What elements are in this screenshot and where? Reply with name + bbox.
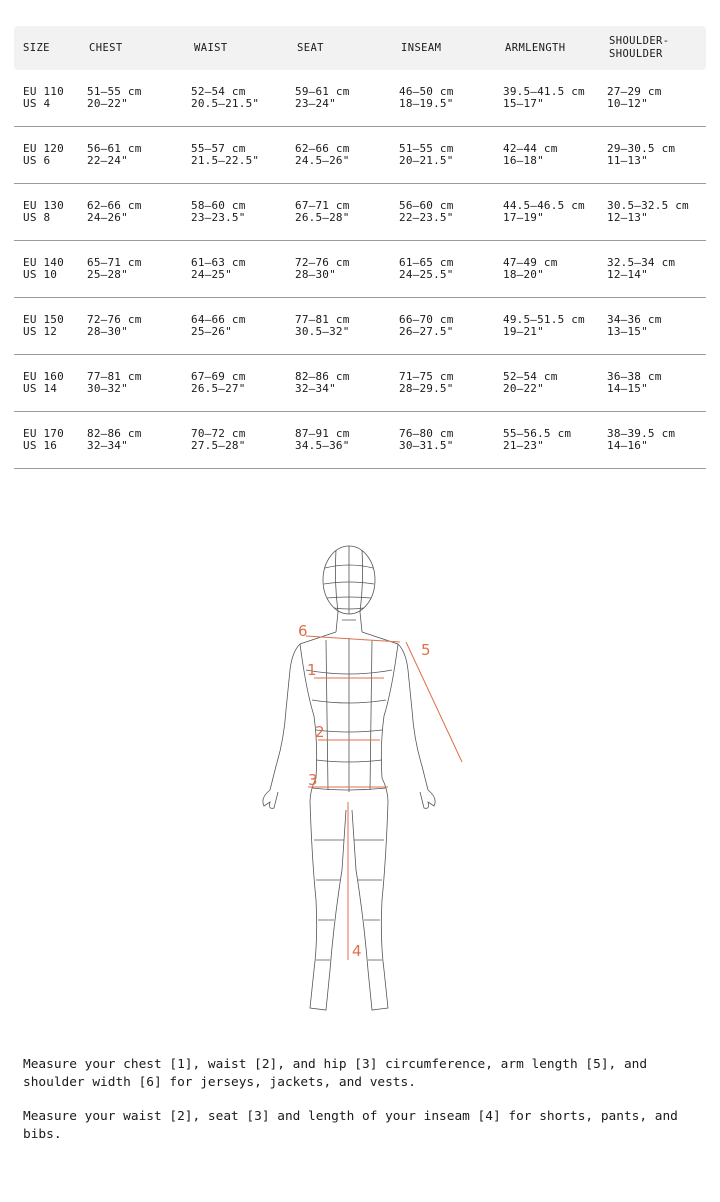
cell-chest: 20–22" <box>87 97 128 110</box>
mannequin-wireframe <box>263 546 435 1010</box>
cell-size: US 16 <box>23 439 58 452</box>
cell-inseam: 61–65 cm <box>399 256 454 269</box>
measurement-instructions <box>23 1056 703 1160</box>
cell-arm: 42–44 cm <box>503 142 558 155</box>
cell-inseam: 18–19.5" <box>399 97 454 110</box>
table-row <box>14 412 706 469</box>
cell-size: EU 120 <box>23 142 64 155</box>
cell-arm: 39.5–41.5 cm <box>503 85 585 98</box>
size-chart-table <box>14 26 706 469</box>
cell-inseam: 51–55 cm <box>399 142 454 155</box>
cell-size: US 4 <box>23 97 51 110</box>
header-seat: SEAT <box>297 42 324 54</box>
cell-waist: 20.5–21.5" <box>191 97 260 110</box>
table-row <box>14 70 706 127</box>
cell-arm: 17–19" <box>503 211 544 224</box>
cell-inseam: 26–27.5" <box>399 325 454 338</box>
cell-chest: 30–32" <box>87 382 128 395</box>
cell-shoulder: 30.5–32.5 cm <box>607 199 689 212</box>
cell-shoulder: 12–14" <box>607 268 648 281</box>
cell-arm: 18–20" <box>503 268 544 281</box>
cell-shoulder: 34–36 cm <box>607 313 662 326</box>
cell-shoulder: 36–38 cm <box>607 370 662 383</box>
marker-chest: 1 <box>307 661 317 679</box>
cell-arm: 44.5–46.5 cm <box>503 199 585 212</box>
marker-waist: 2 <box>315 723 325 741</box>
cell-seat: 72–76 cm <box>295 256 350 269</box>
cell-arm: 47–49 cm <box>503 256 558 269</box>
table-body <box>14 70 706 469</box>
cell-waist: 61–63 cm <box>191 256 246 269</box>
cell-size: EU 140 <box>23 256 64 269</box>
cell-shoulder: 29–30.5 cm <box>607 142 676 155</box>
table-row <box>14 298 706 355</box>
cell-shoulder: 27–29 cm <box>607 85 662 98</box>
cell-waist: 27.5–28" <box>191 439 246 452</box>
cell-waist: 70–72 cm <box>191 427 246 440</box>
header-shoulder: SHOULDER- SHOULDER <box>609 35 670 60</box>
cell-shoulder: 38–39.5 cm <box>607 427 676 440</box>
cell-chest: 65–71 cm <box>87 256 142 269</box>
body-measurement-figure <box>230 540 490 1020</box>
cell-seat: 67–71 cm <box>295 199 350 212</box>
cell-inseam: 66–70 cm <box>399 313 454 326</box>
cell-chest: 32–34" <box>87 439 128 452</box>
cell-waist: 67–69 cm <box>191 370 246 383</box>
cell-shoulder: 13–15" <box>607 325 648 338</box>
cell-seat: 87–91 cm <box>295 427 350 440</box>
cell-waist: 26.5–27" <box>191 382 246 395</box>
cell-arm: 49.5–51.5 cm <box>503 313 585 326</box>
header-chest: CHEST <box>89 42 123 54</box>
cell-inseam: 24–25.5" <box>399 268 454 281</box>
cell-waist: 58–60 cm <box>191 199 246 212</box>
marker-inseam: 4 <box>352 942 362 960</box>
header-armlength: ARMLENGTH <box>505 42 566 54</box>
cell-waist: 24–25" <box>191 268 232 281</box>
header-inseam: INSEAM <box>401 42 442 54</box>
cell-inseam: 28–29.5" <box>399 382 454 395</box>
table-header <box>14 26 706 70</box>
cell-chest: 82–86 cm <box>87 427 142 440</box>
cell-chest: 22–24" <box>87 154 128 167</box>
instruction-tops: Measure your chest [1], waist [2], and hip [3] circumference, arm length [5], and shoulder width [6] for jerseys, jackets, and vests. <box>23 1057 648 1090</box>
mannequin-illustration <box>230 540 490 1020</box>
cell-chest: 77–81 cm <box>87 370 142 383</box>
cell-size: US 14 <box>23 382 58 395</box>
cell-shoulder: 10–12" <box>607 97 648 110</box>
cell-size: EU 110 <box>23 85 64 98</box>
measurement-lines <box>306 636 462 960</box>
cell-waist: 21.5–22.5" <box>191 154 260 167</box>
cell-size: EU 160 <box>23 370 64 383</box>
cell-chest: 24–26" <box>87 211 128 224</box>
cell-inseam: 46–50 cm <box>399 85 454 98</box>
cell-inseam: 20–21.5" <box>399 154 454 167</box>
cell-chest: 72–76 cm <box>87 313 142 326</box>
cell-waist: 55–57 cm <box>191 142 246 155</box>
cell-inseam: 22–23.5" <box>399 211 454 224</box>
cell-shoulder: 32.5–34 cm <box>607 256 676 269</box>
cell-arm: 20–22" <box>503 382 544 395</box>
cell-waist: 25–26" <box>191 325 232 338</box>
cell-chest: 56–61 cm <box>87 142 142 155</box>
cell-size: US 10 <box>23 268 58 281</box>
cell-waist: 64–66 cm <box>191 313 246 326</box>
cell-size: US 6 <box>23 154 51 167</box>
cell-arm: 52–54 cm <box>503 370 558 383</box>
header-size: SIZE <box>23 42 50 54</box>
measurement-markers <box>298 622 431 960</box>
marker-shoulder: 6 <box>298 622 308 640</box>
cell-arm: 16–18" <box>503 154 544 167</box>
cell-arm: 21–23" <box>503 439 544 452</box>
cell-seat: 30.5–32" <box>295 325 350 338</box>
cell-size: US 8 <box>23 211 51 224</box>
marker-hip: 3 <box>308 771 318 789</box>
table-row <box>14 355 706 412</box>
table-row <box>14 184 706 241</box>
cell-seat: 82–86 cm <box>295 370 350 383</box>
cell-shoulder: 14–16" <box>607 439 648 452</box>
instruction-bottoms: Measure your waist [2], seat [3] and length of your inseam [4] for shorts, pants, and bibs. <box>23 1109 678 1142</box>
cell-seat: 32–34" <box>295 382 336 395</box>
cell-inseam: 71–75 cm <box>399 370 454 383</box>
cell-chest: 51–55 cm <box>87 85 142 98</box>
cell-seat: 28–30" <box>295 268 336 281</box>
cell-inseam: 30–31.5" <box>399 439 454 452</box>
cell-size: EU 150 <box>23 313 64 326</box>
cell-shoulder: 11–13" <box>607 154 648 167</box>
cell-seat: 24.5–26" <box>295 154 350 167</box>
cell-chest: 28–30" <box>87 325 128 338</box>
cell-seat: 34.5–36" <box>295 439 350 452</box>
cell-inseam: 56–60 cm <box>399 199 454 212</box>
cell-arm: 15–17" <box>503 97 544 110</box>
cell-waist: 52–54 cm <box>191 85 246 98</box>
cell-seat: 23–24" <box>295 97 336 110</box>
cell-arm: 55–56.5 cm <box>503 427 572 440</box>
cell-shoulder: 14–15" <box>607 382 648 395</box>
cell-seat: 59–61 cm <box>295 85 350 98</box>
cell-size: US 12 <box>23 325 58 338</box>
cell-seat: 62–66 cm <box>295 142 350 155</box>
marker-arm-length: 5 <box>421 641 431 659</box>
header-waist: WAIST <box>194 42 228 54</box>
cell-size: EU 130 <box>23 199 64 212</box>
table-row <box>14 127 706 184</box>
cell-seat: 26.5–28" <box>295 211 350 224</box>
cell-inseam: 76–80 cm <box>399 427 454 440</box>
cell-seat: 77–81 cm <box>295 313 350 326</box>
table-row <box>14 241 706 298</box>
cell-arm: 19–21" <box>503 325 544 338</box>
cell-waist: 23–23.5" <box>191 211 246 224</box>
cell-chest: 62–66 cm <box>87 199 142 212</box>
cell-shoulder: 12–13" <box>607 211 648 224</box>
cell-size: EU 170 <box>23 427 64 440</box>
cell-chest: 25–28" <box>87 268 128 281</box>
